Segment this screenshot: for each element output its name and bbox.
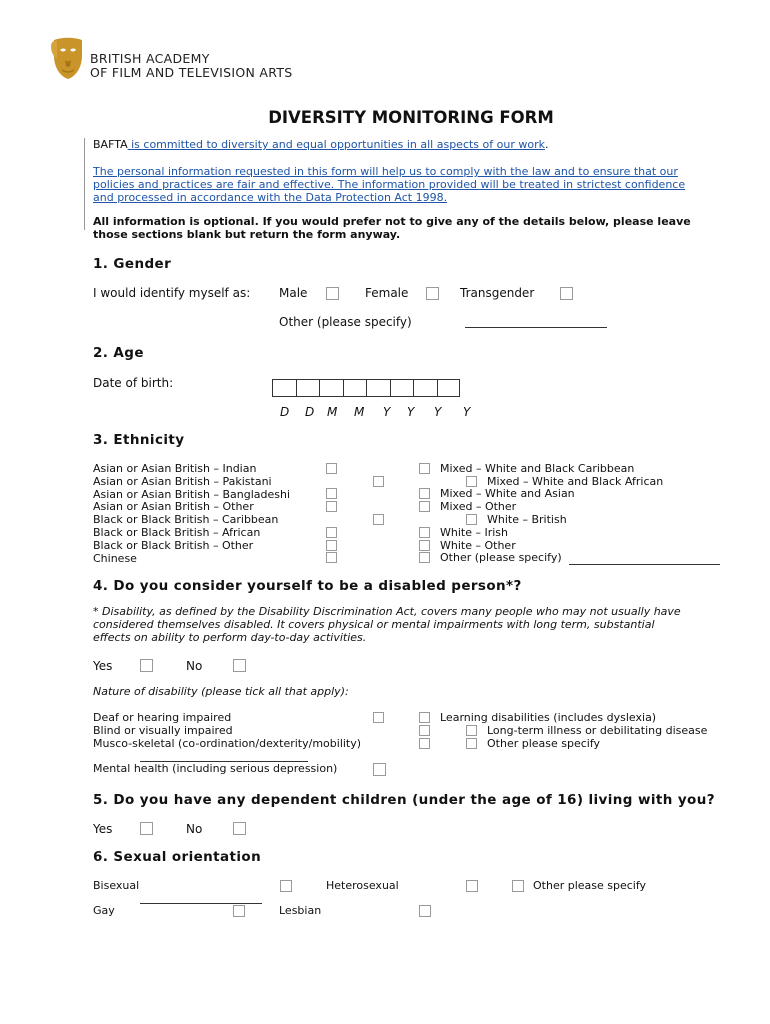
intro-paragraph-1 — [93, 139, 548, 152]
ethnicity-option-label: Mixed – Other — [440, 500, 517, 513]
children-yes-label: Yes — [93, 822, 113, 836]
disability-note — [93, 606, 681, 644]
dob-cell[interactable] — [390, 379, 414, 397]
dob-cell[interactable] — [272, 379, 296, 397]
ethnicity-checkbox[interactable] — [419, 527, 430, 538]
ethnicity-checkbox[interactable] — [373, 476, 384, 487]
disability-nature-label: Nature of disability (please tick all that apply): — [93, 685, 349, 698]
orientation-heterosexual-label: Heterosexual — [326, 879, 399, 892]
disability-option-label: Other please specify — [487, 737, 601, 750]
intro-p3-line: those sections blank but return the form anyway. — [93, 227, 401, 241]
gender-female-checkbox[interactable] — [426, 287, 439, 300]
dob-cell[interactable] — [413, 379, 437, 397]
orientation-lesbian-checkbox[interactable] — [419, 905, 431, 917]
ethnicity-option-label: White – British — [487, 513, 567, 526]
children-heading: 5. Do you have any dependent children (under the age of 16) living with you? — [93, 792, 715, 808]
disability-checkbox[interactable] — [466, 725, 477, 736]
ethnicity-option-label: Mixed – White and Black Caribbean — [440, 462, 635, 475]
dob-cell[interactable] — [296, 379, 320, 397]
ethnicity-option-label: Black or Black British – Caribbean — [93, 513, 279, 527]
page-title: DIVERSITY MONITORING FORM — [268, 108, 554, 127]
intro-bafta: BAFTA — [93, 138, 128, 151]
disability-option-label: Learning disabilities (includes dyslexia) — [440, 711, 657, 724]
disability-yes-checkbox[interactable] — [140, 659, 153, 672]
disability-option-label: Blind or visually impaired — [93, 723, 233, 737]
ethnicity-checkbox[interactable] — [466, 476, 477, 487]
dob-label-m2: M — [354, 405, 365, 419]
children-no-checkbox[interactable] — [233, 822, 246, 835]
ethnicity-checkbox[interactable] — [326, 552, 337, 563]
margin-rule — [84, 138, 85, 230]
disability-note-line: effects on ability to perform day-to-day activities. — [93, 630, 367, 644]
intro-p3-line: All information is optional. If you would prefer not to give any of the details below, please leave — [93, 215, 691, 228]
ethnicity-checkbox[interactable] — [326, 540, 337, 551]
intro-p2-line: The personal information requested in this form will help us to comply with the law and to ensure that our — [93, 165, 678, 178]
ethnicity-other-input[interactable] — [569, 564, 720, 565]
dob-label-y1: Y — [383, 405, 391, 419]
disability-heading: 4. Do you consider yourself to be a disabled person*? — [93, 578, 522, 594]
gender-male-label: Male — [279, 286, 308, 300]
orientation-gay-checkbox[interactable] — [233, 905, 245, 917]
dob-prompt: Date of birth: — [93, 376, 174, 390]
dob-label-d1: D — [280, 405, 290, 419]
dob-label-y2: Y — [407, 405, 415, 419]
disability-no-label: No — [186, 659, 203, 673]
orientation-other-input[interactable] — [140, 903, 262, 904]
gender-other-input[interactable] — [465, 327, 607, 328]
children-no-label: No — [186, 822, 203, 836]
ethnicity-option-label: Asian or Asian British – Pakistani — [93, 474, 272, 488]
dob-cell[interactable] — [319, 379, 343, 397]
ethnicity-checkbox[interactable] — [373, 514, 384, 525]
ethnicity-checkbox[interactable] — [419, 501, 430, 512]
org-name-line1: BRITISH ACADEMY — [90, 51, 210, 66]
gender-heading: 1. Gender — [93, 256, 172, 272]
bafta-logo — [48, 36, 88, 84]
gender-transgender-checkbox[interactable] — [560, 287, 573, 300]
disability-yes-label: Yes — [93, 659, 113, 673]
ethnicity-option-label: Asian or Asian British – Other — [93, 500, 254, 514]
ethnicity-checkbox[interactable] — [326, 488, 337, 499]
dob-label-y3: Y — [434, 405, 442, 419]
disability-option-label: Deaf or hearing impaired — [93, 711, 232, 724]
disability-left-list — [93, 712, 361, 750]
gender-male-checkbox[interactable] — [326, 287, 339, 300]
gender-transgender-label: Transgender — [460, 286, 535, 300]
ethnicity-option-label: Other (please specify) — [440, 551, 562, 564]
orientation-bisexual-checkbox[interactable] — [280, 880, 292, 892]
intro-paragraph-3 — [93, 216, 691, 242]
disability-option-label: Musco-skeletal (co-ordination/dexterity/mobility) — [93, 736, 362, 750]
orientation-other-label: Other please specify — [533, 879, 647, 892]
dob-cell[interactable] — [437, 379, 461, 397]
ethnicity-checkbox[interactable] — [419, 540, 430, 551]
orientation-lesbian-label: Lesbian — [279, 904, 322, 917]
disability-checkbox[interactable] — [466, 738, 477, 749]
org-name-line2: OF FILM AND TELEVISION ARTS — [90, 65, 293, 80]
ethnicity-checkbox[interactable] — [419, 488, 430, 499]
ethnicity-checkbox[interactable] — [466, 514, 477, 525]
ethnicity-option-label: Mixed – White and Black African — [487, 475, 664, 488]
disability-note-line: considered themselves disabled. It covers physical or mental impairments with long term, substantial — [93, 617, 655, 631]
ethnicity-heading: 3. Ethnicity — [93, 432, 185, 448]
orientation-heading: 6. Sexual orientation — [93, 849, 262, 865]
ethnicity-option-label: Black or Black British – Other — [93, 538, 254, 552]
ethnicity-option-label: Mixed – White and Asian — [440, 487, 575, 500]
disability-checkbox[interactable] — [373, 763, 386, 776]
intro-paragraph-2[interactable] — [93, 165, 685, 203]
disability-note-line: * Disability, as defined by the Disability Discrimination Act, covers many people who may not usually have — [93, 605, 681, 618]
dob-label-y4: Y — [463, 405, 471, 419]
gender-female-label: Female — [365, 286, 409, 300]
dob-cell[interactable] — [343, 379, 367, 397]
orientation-bisexual-label: Bisexual — [93, 879, 140, 892]
ethnicity-checkbox[interactable] — [419, 552, 430, 563]
orientation-heterosexual-checkbox[interactable] — [466, 880, 478, 892]
disability-checkbox[interactable] — [419, 725, 430, 736]
ethnicity-option-label: Asian or Asian British – Bangladeshi — [93, 487, 291, 501]
ethnicity-option-label: Asian or Asian British – Indian — [93, 462, 257, 475]
age-heading: 2. Age — [93, 345, 144, 361]
disability-option-label: Long-term illness or debilitating disease — [487, 724, 708, 737]
disability-checkbox[interactable] — [373, 712, 384, 723]
bafta-mask-icon — [48, 36, 88, 80]
intro-period: . — [544, 138, 549, 151]
ethnicity-left-list — [93, 463, 290, 565]
disability-checkbox[interactable] — [419, 738, 430, 749]
disability-checkbox[interactable] — [419, 712, 430, 723]
ethnicity-checkbox[interactable] — [326, 463, 337, 474]
ethnicity-option-label: White – Other — [440, 539, 516, 552]
intro-p2-line: policies and practices are fair and effective. The information provided will be treated in strictest confidence — [93, 177, 686, 191]
ethnicity-checkbox[interactable] — [419, 463, 430, 474]
orientation-other-checkbox[interactable] — [512, 880, 524, 892]
ethnicity-checkbox[interactable] — [326, 527, 337, 538]
ethnicity-option-label: White – Irish — [440, 526, 509, 539]
intro-commitment-link[interactable]: is committed to diversity and equal opportunities in all aspects of our work — [127, 138, 545, 151]
disability-mental-label: Mental health (including serious depression) — [93, 762, 338, 775]
ethnicity-option-label: Black or Black British – African — [93, 525, 261, 539]
children-yes-checkbox[interactable] — [140, 822, 153, 835]
ethnicity-option-label: Chinese — [93, 551, 137, 565]
dob-input[interactable] — [272, 379, 460, 397]
ethnicity-checkbox[interactable] — [326, 501, 337, 512]
gender-other-label: Other (please specify) — [279, 315, 412, 329]
gender-prompt: I would identify myself as: — [93, 286, 251, 300]
intro-p2-line: and processed in accordance with the Data Protection Act 1998. — [93, 190, 448, 204]
dob-label-m1: M — [327, 405, 338, 419]
dob-cell[interactable] — [366, 379, 390, 397]
disability-no-checkbox[interactable] — [233, 659, 246, 672]
orientation-gay-label: Gay — [93, 904, 115, 917]
dob-label-d2: D — [305, 405, 315, 419]
